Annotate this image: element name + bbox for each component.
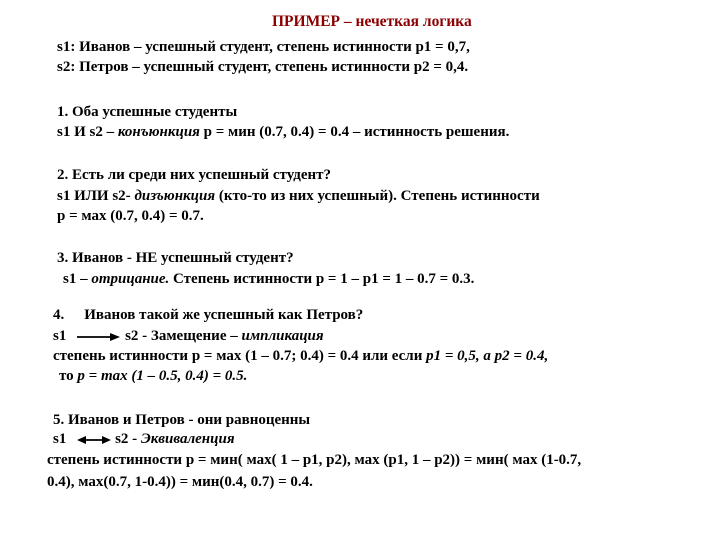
section1-line (57, 123, 509, 141)
section4-term: импликация (241, 328, 324, 344)
section5-line3: 0.4), мах(0.7, 1-0.4)) = мин(0.4, 0.7) = 0.4. (47, 474, 313, 490)
section3-term: отрицание. (91, 271, 170, 287)
slide-title: ПРИМЕР – нечеткая логика (272, 13, 472, 30)
right-arrow-icon (76, 332, 122, 342)
section1-heading: 1. Оба успешные студенты (57, 104, 238, 120)
section4-line3 (59, 367, 247, 385)
section5-heading: 5. Иванов и Петров - они равноценны (53, 412, 311, 428)
section4-number: 4. (53, 307, 65, 323)
section4-s1: s1 (53, 328, 67, 344)
section4-line (53, 327, 324, 345)
section4-heading: Иванов такой же успешный как Петров? (84, 307, 364, 323)
section5-line (53, 430, 235, 448)
section5-term: Эквиваленция (140, 431, 235, 447)
statement-s1: s1: Иванов – успешный студент, степень истинности р1 = 0,7, (57, 39, 470, 55)
section2-heading: 2. Есть ли среди них успешный студент? (57, 167, 332, 183)
section4-line2-italic: р1 = 0,5, а р2 = 0.4, (426, 348, 549, 364)
section4-line2-text: степень истинности р = мах (1 – 0.7; 0.4) = 0.4 или если (53, 348, 427, 364)
section2-line2: р = мах (0.7, 0.4) = 0.7. (57, 208, 204, 224)
double-arrow-icon (76, 435, 112, 445)
section5-s1: s1 (53, 431, 67, 447)
section1-pre: s1 И s2 – (57, 124, 118, 140)
section4-line3-pre: то (59, 368, 78, 384)
section4-post: s2 - Замещение – (125, 328, 242, 344)
section2-term: дизъюнкция (134, 188, 216, 204)
section4-heading-line (53, 306, 363, 324)
section5-line2: степень истинности р = мин( мах( 1 – р1, р2), мах (р1, 1 – р2)) = мин( мах (1-0.7, (47, 452, 582, 468)
section1-term: конъюнкция (117, 124, 200, 140)
section3-post: Степень истинности р = 1 – р1 = 1 – 0.7 = 0.3. (169, 271, 475, 287)
section3-heading: 3. Иванов - НЕ успешный студент? (57, 250, 294, 266)
section2-pre: s1 ИЛИ s2- (57, 188, 135, 204)
section4-line3-italic: р = тах (1 – 0.5, 0.4) = 0.5. (77, 368, 248, 384)
section5-post: s2 - (115, 431, 141, 447)
section2-line (57, 187, 540, 205)
section3-pre: s1 – (63, 271, 92, 287)
section3-line (63, 270, 474, 288)
section1-post: р = мин (0.7, 0.4) = 0.4 – истинность решения. (199, 124, 510, 140)
section2-post: (кто-то из них успешный). Степень истинности (215, 188, 540, 204)
section4-line2 (53, 347, 548, 365)
statement-s2: s2: Петров – успешный студент, степень истинности р2 = 0,4. (57, 59, 469, 75)
